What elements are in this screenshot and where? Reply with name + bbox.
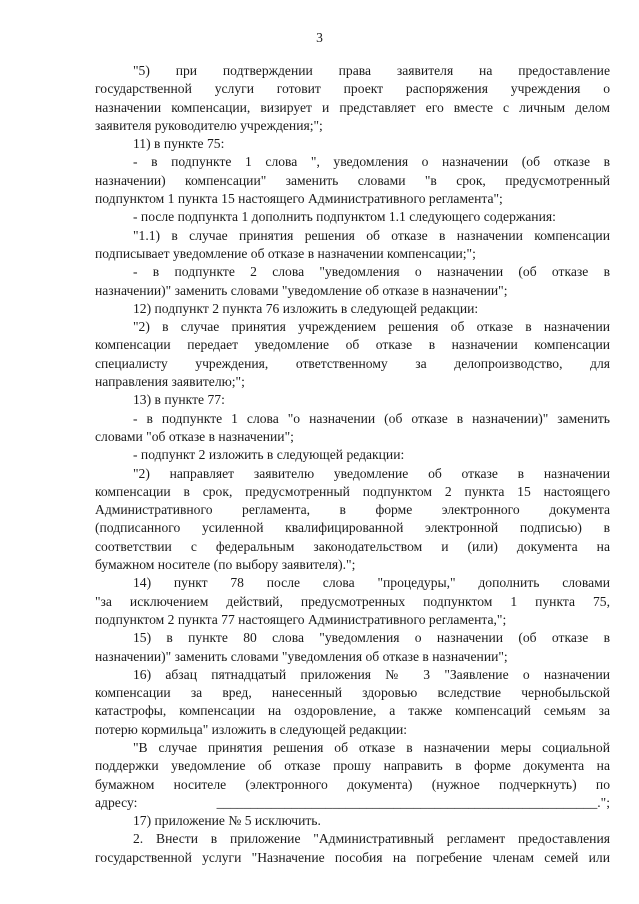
text-line: государственной услуги "Назначение пособия на погребение членам семей или <box>95 849 610 865</box>
text-line: адресу: ________________________________________________________."; <box>95 794 610 810</box>
text-line: потерю кормильца" изложить в следующей редакции: <box>95 721 408 737</box>
text-line: 2. Внести в приложение "Административный регламент предоставления <box>133 831 610 847</box>
text-line: поддержки уведомление об отказе прошу направить в форме документа на <box>95 758 610 774</box>
text-line: - в подпункте 1 слова "о назначении (об отказе в назначении)" заменить <box>133 410 610 426</box>
text-line: 11) в пункте 75: <box>133 136 225 152</box>
text-line: 13) в пункте 77: <box>133 392 225 408</box>
text-line: словами "об отказе в назначении"; <box>95 428 294 444</box>
text-line: "В случае принятия решения об отказе в назначении меры социальной <box>133 739 610 755</box>
text-line: бумажном носителе (электронного документа) (нужное подчеркнуть) по <box>95 776 610 792</box>
text-line: бумажном носителе (по выбору заявителя)."; <box>95 557 356 573</box>
text-line: специалисту учреждения, ответственному за делопроизводство, для <box>95 355 610 371</box>
text-line: катастрофы, компенсации на оздоровление, а также компенсаций семьям за <box>95 703 610 719</box>
text-line: (подписанного усиленной квалифицированной электронной подписью) в <box>95 520 610 536</box>
text-line: - подпункт 2 изложить в следующей редакции: <box>133 447 405 463</box>
text-line: "5) при подтверждении права заявителя на предоставление <box>133 63 610 78</box>
text-line: 17) приложение № 5 исключить. <box>133 813 321 829</box>
text-line: подпунктом 1 пункта 15 настоящего Административного регламента"; <box>95 191 503 207</box>
text-line: 12) подпункт 2 пункта 76 изложить в следующей редакции: <box>133 300 479 316</box>
text-line: назначении компенсации, визирует и представляет его вместе с личным делом <box>95 99 610 115</box>
text-line: назначении) компенсации" заменить словами "в срок, предусмотренный <box>95 172 610 188</box>
text-line: "2) в случае принятия учреждением решения об отказе в назначении <box>133 319 610 335</box>
text-line: компенсации в срок, предусмотренный подпунктом 2 пункта 15 настоящего <box>95 483 610 499</box>
text-line: соответствии с федеральным законодательством и (или) документа на <box>95 538 610 554</box>
text-line: "1.1) в случае принятия решения об отказе в назначении компенсации <box>133 227 610 243</box>
document-body <box>95 62 610 867</box>
text-line: "за исключением действий, предусмотренных подпунктом 1 пункта 75, <box>95 593 610 609</box>
text-line: Административного регламента, в форме электронного документа <box>95 502 610 518</box>
text-line: "2) направляет заявителю уведомление об отказе в назначении <box>133 465 610 481</box>
text-line: - в подпункте 1 слова ", уведомления о назначении (об отказе в <box>133 154 610 170</box>
text-line: назначении)" заменить словами "уведомление об отказе в назначении"; <box>95 282 508 298</box>
text-line: - после подпункта 1 дополнить подпунктом 1.1 следующего содержания: <box>133 209 556 225</box>
text-line: направления заявителю;"; <box>95 374 245 390</box>
text-line: заявителя руководителю учреждения;"; <box>95 117 323 133</box>
text-line: подпунктом 2 пункта 77 настоящего Административного регламента,"; <box>95 611 507 627</box>
page-number: 3 <box>316 30 323 45</box>
text-line: подписывает уведомление об отказе в назначении компенсации;"; <box>95 245 476 261</box>
text-line: 14) пункт 78 после слова "процедуры," дополнить словами <box>133 575 610 591</box>
text-line: компенсации передает уведомление об отказе в назначении компенсации <box>95 337 610 353</box>
text-line: назначении)" заменить словами "уведомления об отказе в назначении"; <box>95 648 508 664</box>
text-line: государственной услуги готовит проект распоряжения учреждения о <box>95 81 610 97</box>
text-line: 15) в пункте 80 слова "уведомления о назначении (об отказе в <box>133 630 610 646</box>
text-line: - в подпункте 2 слова "уведомления о назначении (об отказе в <box>133 264 610 280</box>
text-line: 16) абзац пятнадцатый приложения № 3 "Заявление о назначении <box>133 666 610 682</box>
text-line: компенсации за вред, нанесенный здоровью вследствие чернобыльской <box>95 685 610 701</box>
